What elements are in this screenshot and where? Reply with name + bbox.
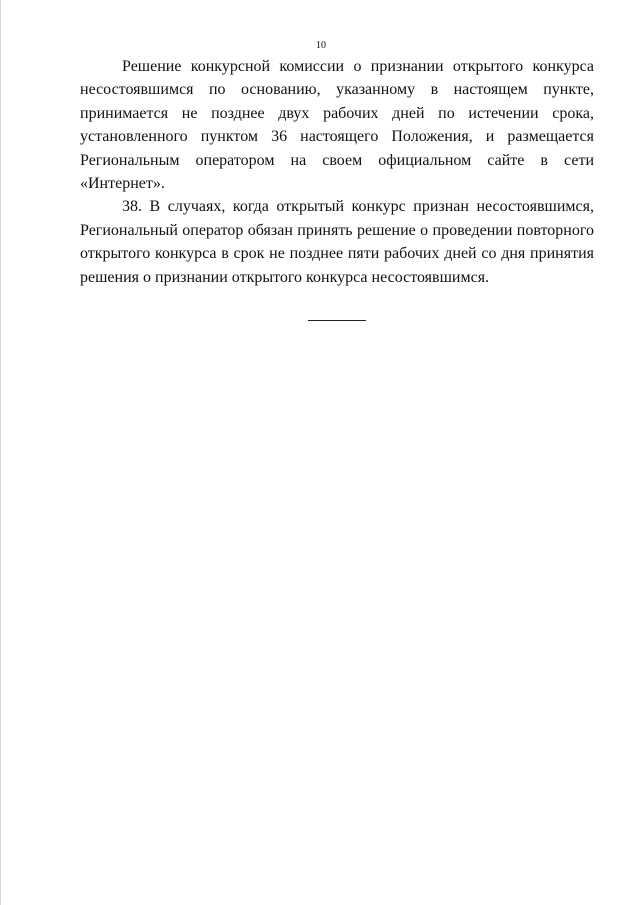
paragraph-38-repeat-tender: 38. В случаях, когда открытый конкурс признан несостоявшимся, Региональный оператор обязан принять решение о проведении повторного открытого конкурса в срок не позднее пяти рабочих дней со дня принятия решения о признании открытого конкурса несостоявшимся. <box>80 198 594 286</box>
paragraph-decision-publication: Решение конкурсной комиссии о признании открытого конкурса несостоявшимся по основанию, указанному в настоящем пункте, принимается не позднее двух рабочих дней по истечении срока, установленного пунктом 36 настоящего Положения, и размещается Региональным оператором на своем официальном сайте в сети «Интернет». <box>80 58 594 193</box>
document-body <box>80 55 594 289</box>
end-divider-line <box>308 320 366 321</box>
page-number: 10 <box>316 40 326 51</box>
